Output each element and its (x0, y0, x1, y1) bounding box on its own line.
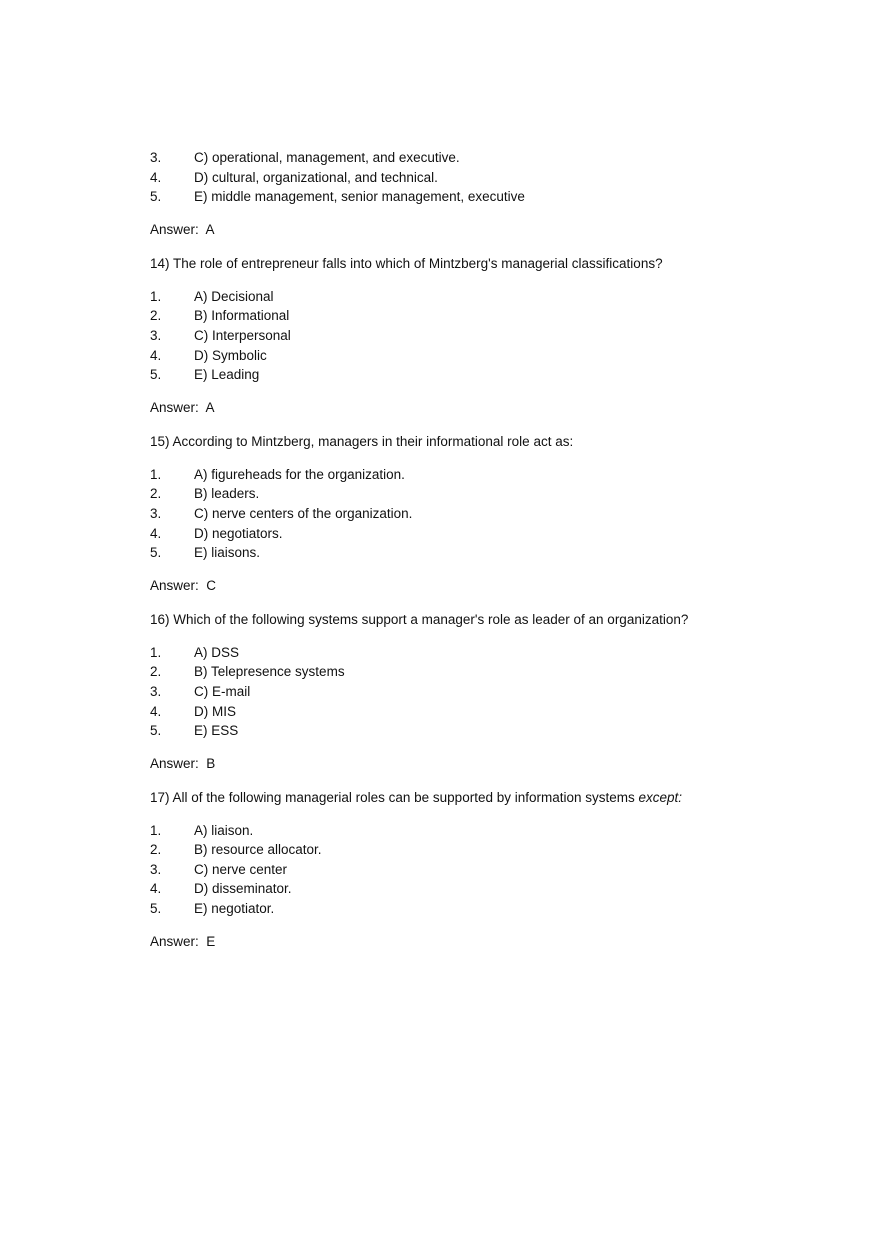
option-list (150, 821, 770, 919)
question-text: 15) According to Mintzberg, managers in their informational role act as: (150, 433, 574, 449)
option-text: E) negotiator. (194, 901, 275, 917)
option-text: B) leaders. (194, 486, 260, 502)
option-text: D) MIS (194, 703, 236, 719)
option-number: 2. (150, 664, 162, 680)
option-number: 4. (150, 169, 162, 185)
answer-line: Answer: A (150, 221, 215, 237)
answer-line: Answer: A (150, 399, 215, 415)
option-item (150, 504, 770, 524)
answer-line: Answer: B (150, 755, 216, 771)
option-number: 3. (150, 683, 162, 699)
option-item (150, 524, 770, 544)
question-text: 16) Which of the following systems support a manager's role as leader of an organization? (150, 611, 689, 627)
option-number: 3. (150, 861, 162, 877)
option-text: C) Interpersonal (194, 327, 291, 343)
option-number: 4. (150, 347, 162, 363)
option-item (150, 643, 770, 663)
option-number: 2. (150, 308, 162, 324)
option-item (150, 168, 770, 188)
question-main-text: 17) All of the following managerial roles can be supported by information systems (150, 789, 639, 805)
option-number: 5. (150, 189, 162, 205)
option-item (150, 702, 770, 722)
option-number: 2. (150, 486, 162, 502)
option-item (150, 899, 770, 919)
option-text: A) DSS (194, 644, 240, 660)
option-text: A) Decisional (194, 288, 274, 304)
option-number: 1. (150, 644, 162, 660)
option-item (150, 465, 770, 485)
question-emphasis: except: (638, 789, 683, 805)
option-item (150, 682, 770, 702)
option-list (150, 643, 770, 741)
option-item (150, 879, 770, 899)
option-item (150, 543, 770, 563)
document-page (150, 148, 770, 952)
option-number: 1. (150, 466, 162, 482)
option-number: 4. (150, 881, 162, 897)
option-list (150, 148, 770, 207)
option-list (150, 287, 770, 385)
option-number: 1. (150, 288, 162, 304)
option-number: 5. (150, 545, 162, 561)
option-text: C) nerve center (194, 861, 288, 877)
option-item (150, 662, 770, 682)
option-item (150, 721, 770, 741)
option-text: E) liaisons. (194, 545, 261, 561)
option-item (150, 484, 770, 504)
option-text: E) ESS (194, 723, 239, 739)
answer-line: Answer: C (150, 577, 217, 593)
option-number: 4. (150, 525, 162, 541)
option-text: E) middle management, senior management, executive (194, 189, 525, 205)
option-text: B) Telepresence systems (194, 664, 345, 680)
option-item (150, 326, 770, 346)
question-text (150, 788, 770, 808)
option-number: 3. (150, 150, 162, 165)
option-item (150, 346, 770, 366)
option-list (150, 465, 770, 563)
option-item (150, 187, 770, 207)
option-text: D) Symbolic (194, 347, 267, 363)
option-item (150, 840, 770, 860)
option-text: E) Leading (194, 367, 260, 383)
option-number: 5. (150, 367, 162, 383)
option-text: D) negotiators. (194, 525, 283, 541)
option-number: 3. (150, 327, 162, 343)
option-text: B) resource allocator. (194, 842, 322, 858)
option-item (150, 821, 770, 841)
answer-line: Answer: E (150, 933, 216, 949)
option-item (150, 860, 770, 880)
option-number: 5. (150, 723, 162, 739)
option-item (150, 365, 770, 385)
option-number: 4. (150, 703, 162, 719)
option-number: 2. (150, 842, 162, 858)
option-number: 5. (150, 901, 162, 917)
option-text: C) nerve centers of the organization. (194, 505, 413, 521)
option-item (150, 148, 770, 168)
option-text: C) E-mail (194, 683, 251, 699)
option-text: C) operational, management, and executive. (194, 150, 460, 165)
option-text: A) liaison. (194, 822, 254, 838)
option-text: A) figureheads for the organization. (194, 466, 405, 482)
option-text: D) disseminator. (194, 881, 292, 897)
option-number: 3. (150, 505, 162, 521)
option-text: D) cultural, organizational, and technical. (194, 169, 438, 185)
option-text: B) Informational (194, 308, 290, 324)
option-item (150, 306, 770, 326)
question-text: 14) The role of entrepreneur falls into which of Mintzberg's managerial classifications? (150, 255, 663, 271)
option-item (150, 287, 770, 307)
option-number: 1. (150, 822, 162, 838)
